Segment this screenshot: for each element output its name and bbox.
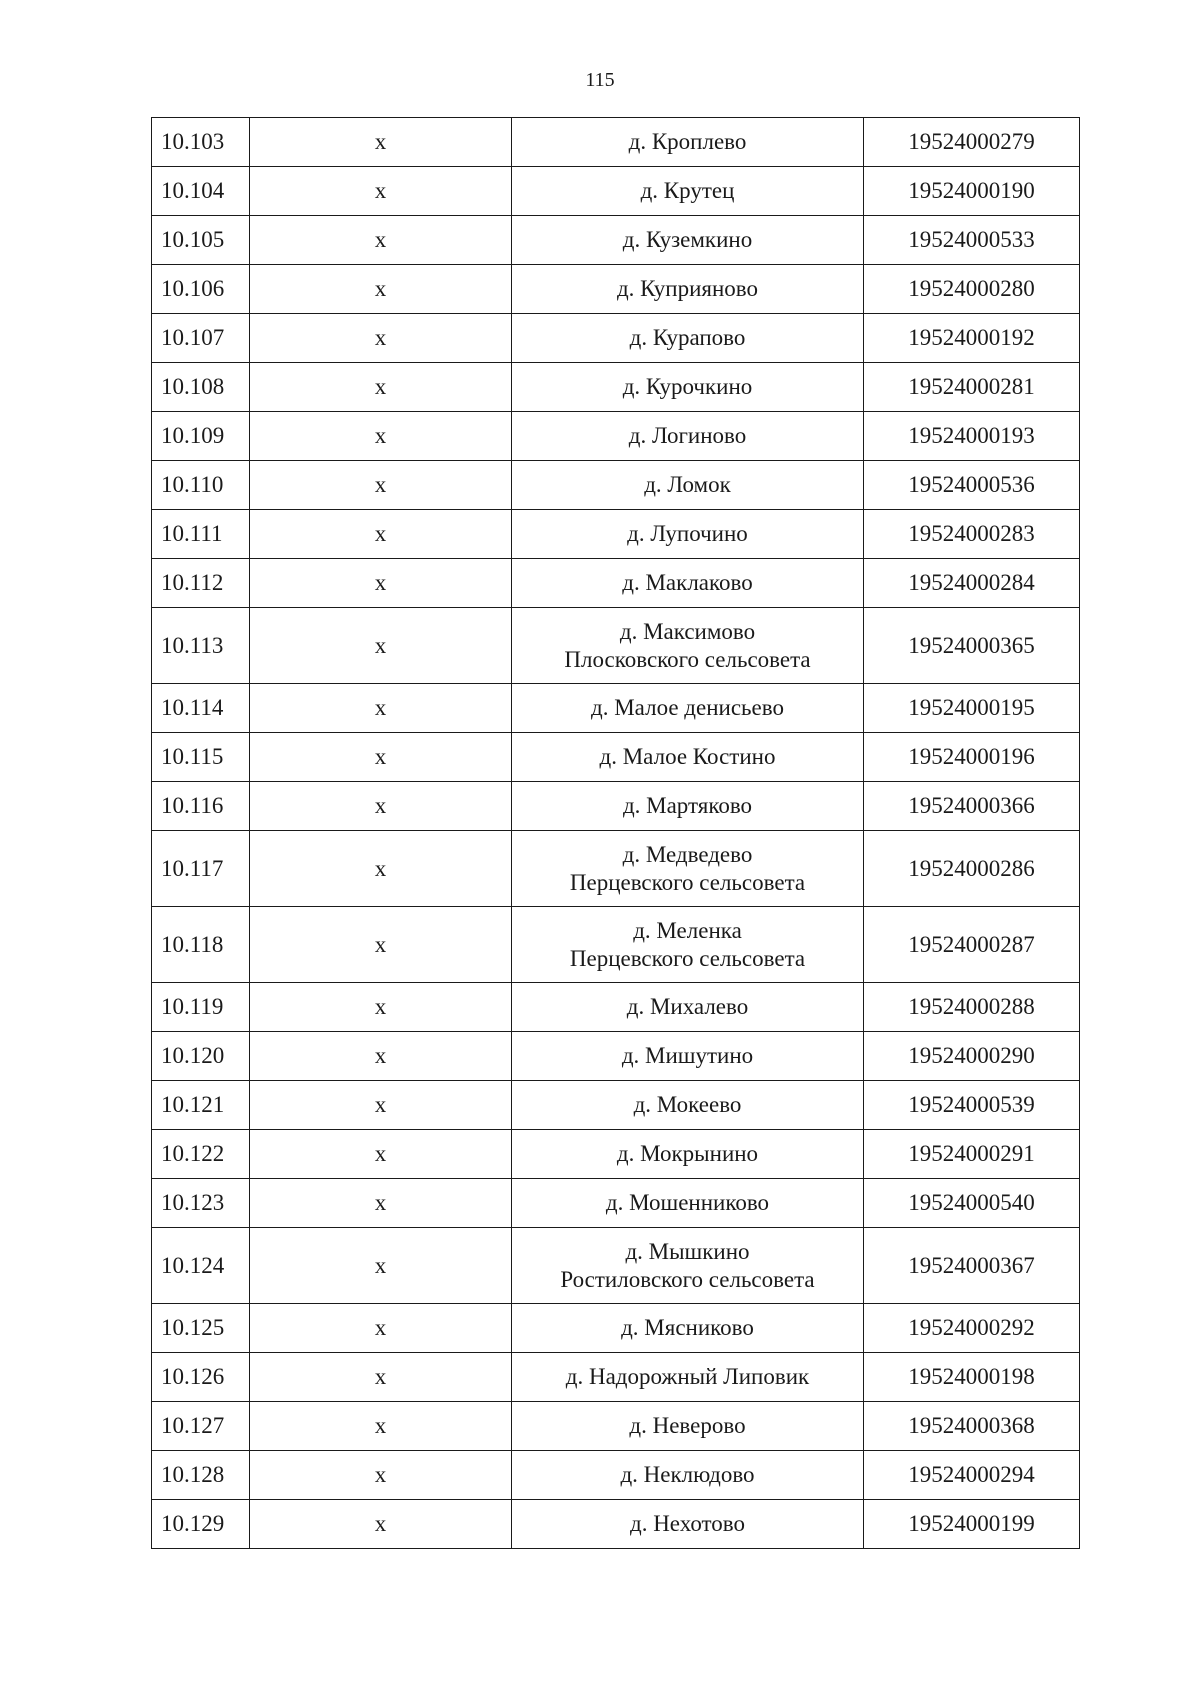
oktmo-code-cell: 19524000287	[864, 907, 1080, 983]
settlement-name-cell	[512, 118, 864, 167]
settlement-name-cell	[512, 363, 864, 412]
settlement-name-line: д. Мишутино	[621, 1043, 754, 1068]
oktmo-code-cell: 19524000198	[864, 1353, 1080, 1402]
row-number-cell: 10.104	[152, 167, 250, 216]
row-number-cell: 10.107	[152, 314, 250, 363]
table-row	[152, 1228, 1080, 1304]
table-row	[152, 907, 1080, 983]
page-number: 115	[585, 69, 615, 91]
settlement-name-line: д. Медведево	[622, 841, 753, 867]
row-number-cell: 10.115	[152, 733, 250, 782]
table-row	[152, 363, 1080, 412]
mark-cell: х	[250, 1500, 512, 1549]
table-row	[152, 167, 1080, 216]
table-row	[152, 1402, 1080, 1451]
oktmo-code-cell: 19524000195	[864, 684, 1080, 733]
table-body	[152, 118, 1080, 1549]
settlement-name-cell	[512, 461, 864, 510]
oktmo-code-cell: 19524000196	[864, 733, 1080, 782]
table-row	[152, 1032, 1080, 1081]
mark-cell: х	[250, 1130, 512, 1179]
row-number-cell: 10.106	[152, 265, 250, 314]
settlement-name-cell	[512, 1500, 864, 1549]
row-number-cell: 10.116	[152, 782, 250, 831]
mark-cell: х	[250, 1228, 512, 1304]
row-number-cell: 10.128	[152, 1451, 250, 1500]
row-number-cell: 10.122	[152, 1130, 250, 1179]
settlement-name-line: д. Мышкино	[625, 1238, 750, 1264]
settlement-name-cell	[512, 314, 864, 363]
settlement-name-line: д. Мокеево	[633, 1092, 742, 1117]
table-row	[152, 461, 1080, 510]
oktmo-code-cell: 19524000366	[864, 782, 1080, 831]
mark-cell: х	[250, 559, 512, 608]
settlement-name-line: д. Мясниково	[621, 1315, 754, 1340]
settlement-name-line: д. Нехотово	[630, 1511, 745, 1536]
oktmo-code-cell: 19524000540	[864, 1179, 1080, 1228]
oktmo-code-cell: 19524000281	[864, 363, 1080, 412]
settlement-name-cell	[512, 983, 864, 1032]
settlement-name-cell	[512, 907, 864, 983]
settlement-name-line: д. Мартяково	[622, 793, 753, 818]
mark-cell: х	[250, 265, 512, 314]
oktmo-code-cell: 19524000284	[864, 559, 1080, 608]
table-row	[152, 1130, 1080, 1179]
settlement-name-line: д. Мокрынино	[616, 1141, 759, 1166]
row-number-cell: 10.110	[152, 461, 250, 510]
settlement-name-line: д. Ломок	[644, 472, 731, 497]
mark-cell: х	[250, 1402, 512, 1451]
settlement-name-cell	[512, 1402, 864, 1451]
mark-cell: х	[250, 461, 512, 510]
settlement-name-line: д. Малое денисьево	[591, 695, 784, 720]
mark-cell: х	[250, 684, 512, 733]
row-number-cell: 10.125	[152, 1304, 250, 1353]
settlement-name-line: д. Мошенниково	[605, 1190, 770, 1215]
settlement-name-cell	[512, 216, 864, 265]
mark-cell: х	[250, 314, 512, 363]
row-number-cell: 10.118	[152, 907, 250, 983]
oktmo-code-cell: 19524000539	[864, 1081, 1080, 1130]
row-number-cell: 10.119	[152, 983, 250, 1032]
oktmo-code-cell: 19524000367	[864, 1228, 1080, 1304]
table-row	[152, 684, 1080, 733]
settlement-name-cell	[512, 1032, 864, 1081]
settlement-name-cell	[512, 412, 864, 461]
oktmo-code-cell: 19524000290	[864, 1032, 1080, 1081]
settlement-name-line: д. Куземкино	[622, 227, 753, 252]
oktmo-code-cell: 19524000193	[864, 412, 1080, 461]
row-number-cell: 10.103	[152, 118, 250, 167]
row-number-cell: 10.114	[152, 684, 250, 733]
mark-cell: х	[250, 363, 512, 412]
row-number-cell: 10.105	[152, 216, 250, 265]
settlement-name-line: д. Куприяново	[616, 276, 759, 301]
mark-cell: х	[250, 510, 512, 559]
row-number-cell: 10.109	[152, 412, 250, 461]
mark-cell: х	[250, 412, 512, 461]
settlement-name-line: д. Курочкино	[622, 374, 753, 399]
mark-cell: х	[250, 1179, 512, 1228]
oktmo-code-cell: 19524000279	[864, 118, 1080, 167]
table-row	[152, 412, 1080, 461]
row-number-cell: 10.129	[152, 1500, 250, 1549]
mark-cell: х	[250, 216, 512, 265]
settlement-name-cell	[512, 1304, 864, 1353]
settlement-name-line: д. Михалево	[626, 994, 749, 1019]
mark-cell: х	[250, 1451, 512, 1500]
oktmo-code-cell: 19524000192	[864, 314, 1080, 363]
row-number-cell: 10.120	[152, 1032, 250, 1081]
settlement-name-line: Перцевского сельсовета	[569, 869, 806, 895]
table-row	[152, 1451, 1080, 1500]
table-row	[152, 608, 1080, 684]
table-row	[152, 314, 1080, 363]
table-row	[152, 1179, 1080, 1228]
oktmo-code-cell: 19524000292	[864, 1304, 1080, 1353]
settlement-name-cell	[512, 559, 864, 608]
settlement-name-cell	[512, 733, 864, 782]
row-number-cell: 10.113	[152, 608, 250, 684]
oktmo-code-cell: 19524000286	[864, 831, 1080, 907]
oktmo-code-cell: 19524000288	[864, 983, 1080, 1032]
settlement-name-line: д. Лупочино	[627, 521, 748, 546]
settlement-name-cell	[512, 831, 864, 907]
row-number-cell: 10.127	[152, 1402, 250, 1451]
mark-cell: х	[250, 983, 512, 1032]
oktmo-code-cell: 19524000280	[864, 265, 1080, 314]
table-row	[152, 782, 1080, 831]
mark-cell: х	[250, 1032, 512, 1081]
settlement-name-cell	[512, 608, 864, 684]
table-row	[152, 1304, 1080, 1353]
table-row	[152, 1500, 1080, 1549]
mark-cell: х	[250, 118, 512, 167]
table-row	[152, 831, 1080, 907]
table-row	[152, 265, 1080, 314]
table-row	[152, 733, 1080, 782]
row-number-cell: 10.111	[152, 510, 250, 559]
table-row	[152, 1353, 1080, 1402]
mark-cell: х	[250, 608, 512, 684]
settlement-name-line: Плосковского сельсовета	[564, 646, 811, 672]
row-number-cell: 10.112	[152, 559, 250, 608]
settlement-name-line: д. Максимово	[619, 618, 756, 644]
row-number-cell: 10.126	[152, 1353, 250, 1402]
oktmo-code-cell: 19524000294	[864, 1451, 1080, 1500]
settlement-name-line: д. Кроплево	[628, 129, 747, 154]
mark-cell: х	[250, 1081, 512, 1130]
mark-cell: х	[250, 733, 512, 782]
settlement-name-cell	[512, 684, 864, 733]
row-number-cell: 10.117	[152, 831, 250, 907]
row-number-cell: 10.123	[152, 1179, 250, 1228]
mark-cell: х	[250, 782, 512, 831]
row-number-cell: 10.124	[152, 1228, 250, 1304]
table-row	[152, 983, 1080, 1032]
settlement-name-cell	[512, 1081, 864, 1130]
settlement-name-cell	[512, 510, 864, 559]
oktmo-code-cell: 19524000199	[864, 1500, 1080, 1549]
table-row	[152, 216, 1080, 265]
settlement-name-line: д. Курапово	[629, 325, 746, 350]
oktmo-code-cell: 19524000291	[864, 1130, 1080, 1179]
settlement-name-cell	[512, 782, 864, 831]
settlement-name-line: д. Малое Костино	[599, 744, 776, 769]
settlement-name-cell	[512, 265, 864, 314]
settlement-name-line: д. Меленка	[633, 917, 742, 943]
settlement-name-cell	[512, 1228, 864, 1304]
row-number-cell: 10.121	[152, 1081, 250, 1130]
settlement-name-line: Перцевского сельсовета	[569, 945, 806, 971]
table-row	[152, 1081, 1080, 1130]
mark-cell: х	[250, 1304, 512, 1353]
settlement-name-line: Ростиловского сельсовета	[560, 1266, 815, 1292]
settlement-name-cell	[512, 1130, 864, 1179]
settlement-name-line: д. Неверово	[629, 1413, 746, 1438]
settlement-name-cell	[512, 1451, 864, 1500]
oktmo-code-cell: 19524000365	[864, 608, 1080, 684]
settlements-table	[151, 117, 1080, 1549]
settlement-name-line: д. Логиново	[628, 423, 747, 448]
oktmo-code-cell: 19524000368	[864, 1402, 1080, 1451]
settlement-name-cell	[512, 167, 864, 216]
oktmo-code-cell: 19524000536	[864, 461, 1080, 510]
table-row	[152, 118, 1080, 167]
table-row	[152, 510, 1080, 559]
settlement-name-cell	[512, 1353, 864, 1402]
row-number-cell: 10.108	[152, 363, 250, 412]
mark-cell: х	[250, 831, 512, 907]
settlement-name-line: д. Маклаково	[622, 570, 753, 595]
oktmo-code-cell: 19524000533	[864, 216, 1080, 265]
settlement-name-line: д. Надорожный Липовик	[565, 1364, 810, 1389]
mark-cell: х	[250, 167, 512, 216]
mark-cell: х	[250, 1353, 512, 1402]
oktmo-code-cell: 19524000283	[864, 510, 1080, 559]
oktmo-code-cell: 19524000190	[864, 167, 1080, 216]
settlement-name-line: д. Неклюдово	[620, 1462, 755, 1487]
settlement-name-cell	[512, 1179, 864, 1228]
table-row	[152, 559, 1080, 608]
mark-cell: х	[250, 907, 512, 983]
settlement-name-line: д. Крутец	[640, 178, 735, 203]
